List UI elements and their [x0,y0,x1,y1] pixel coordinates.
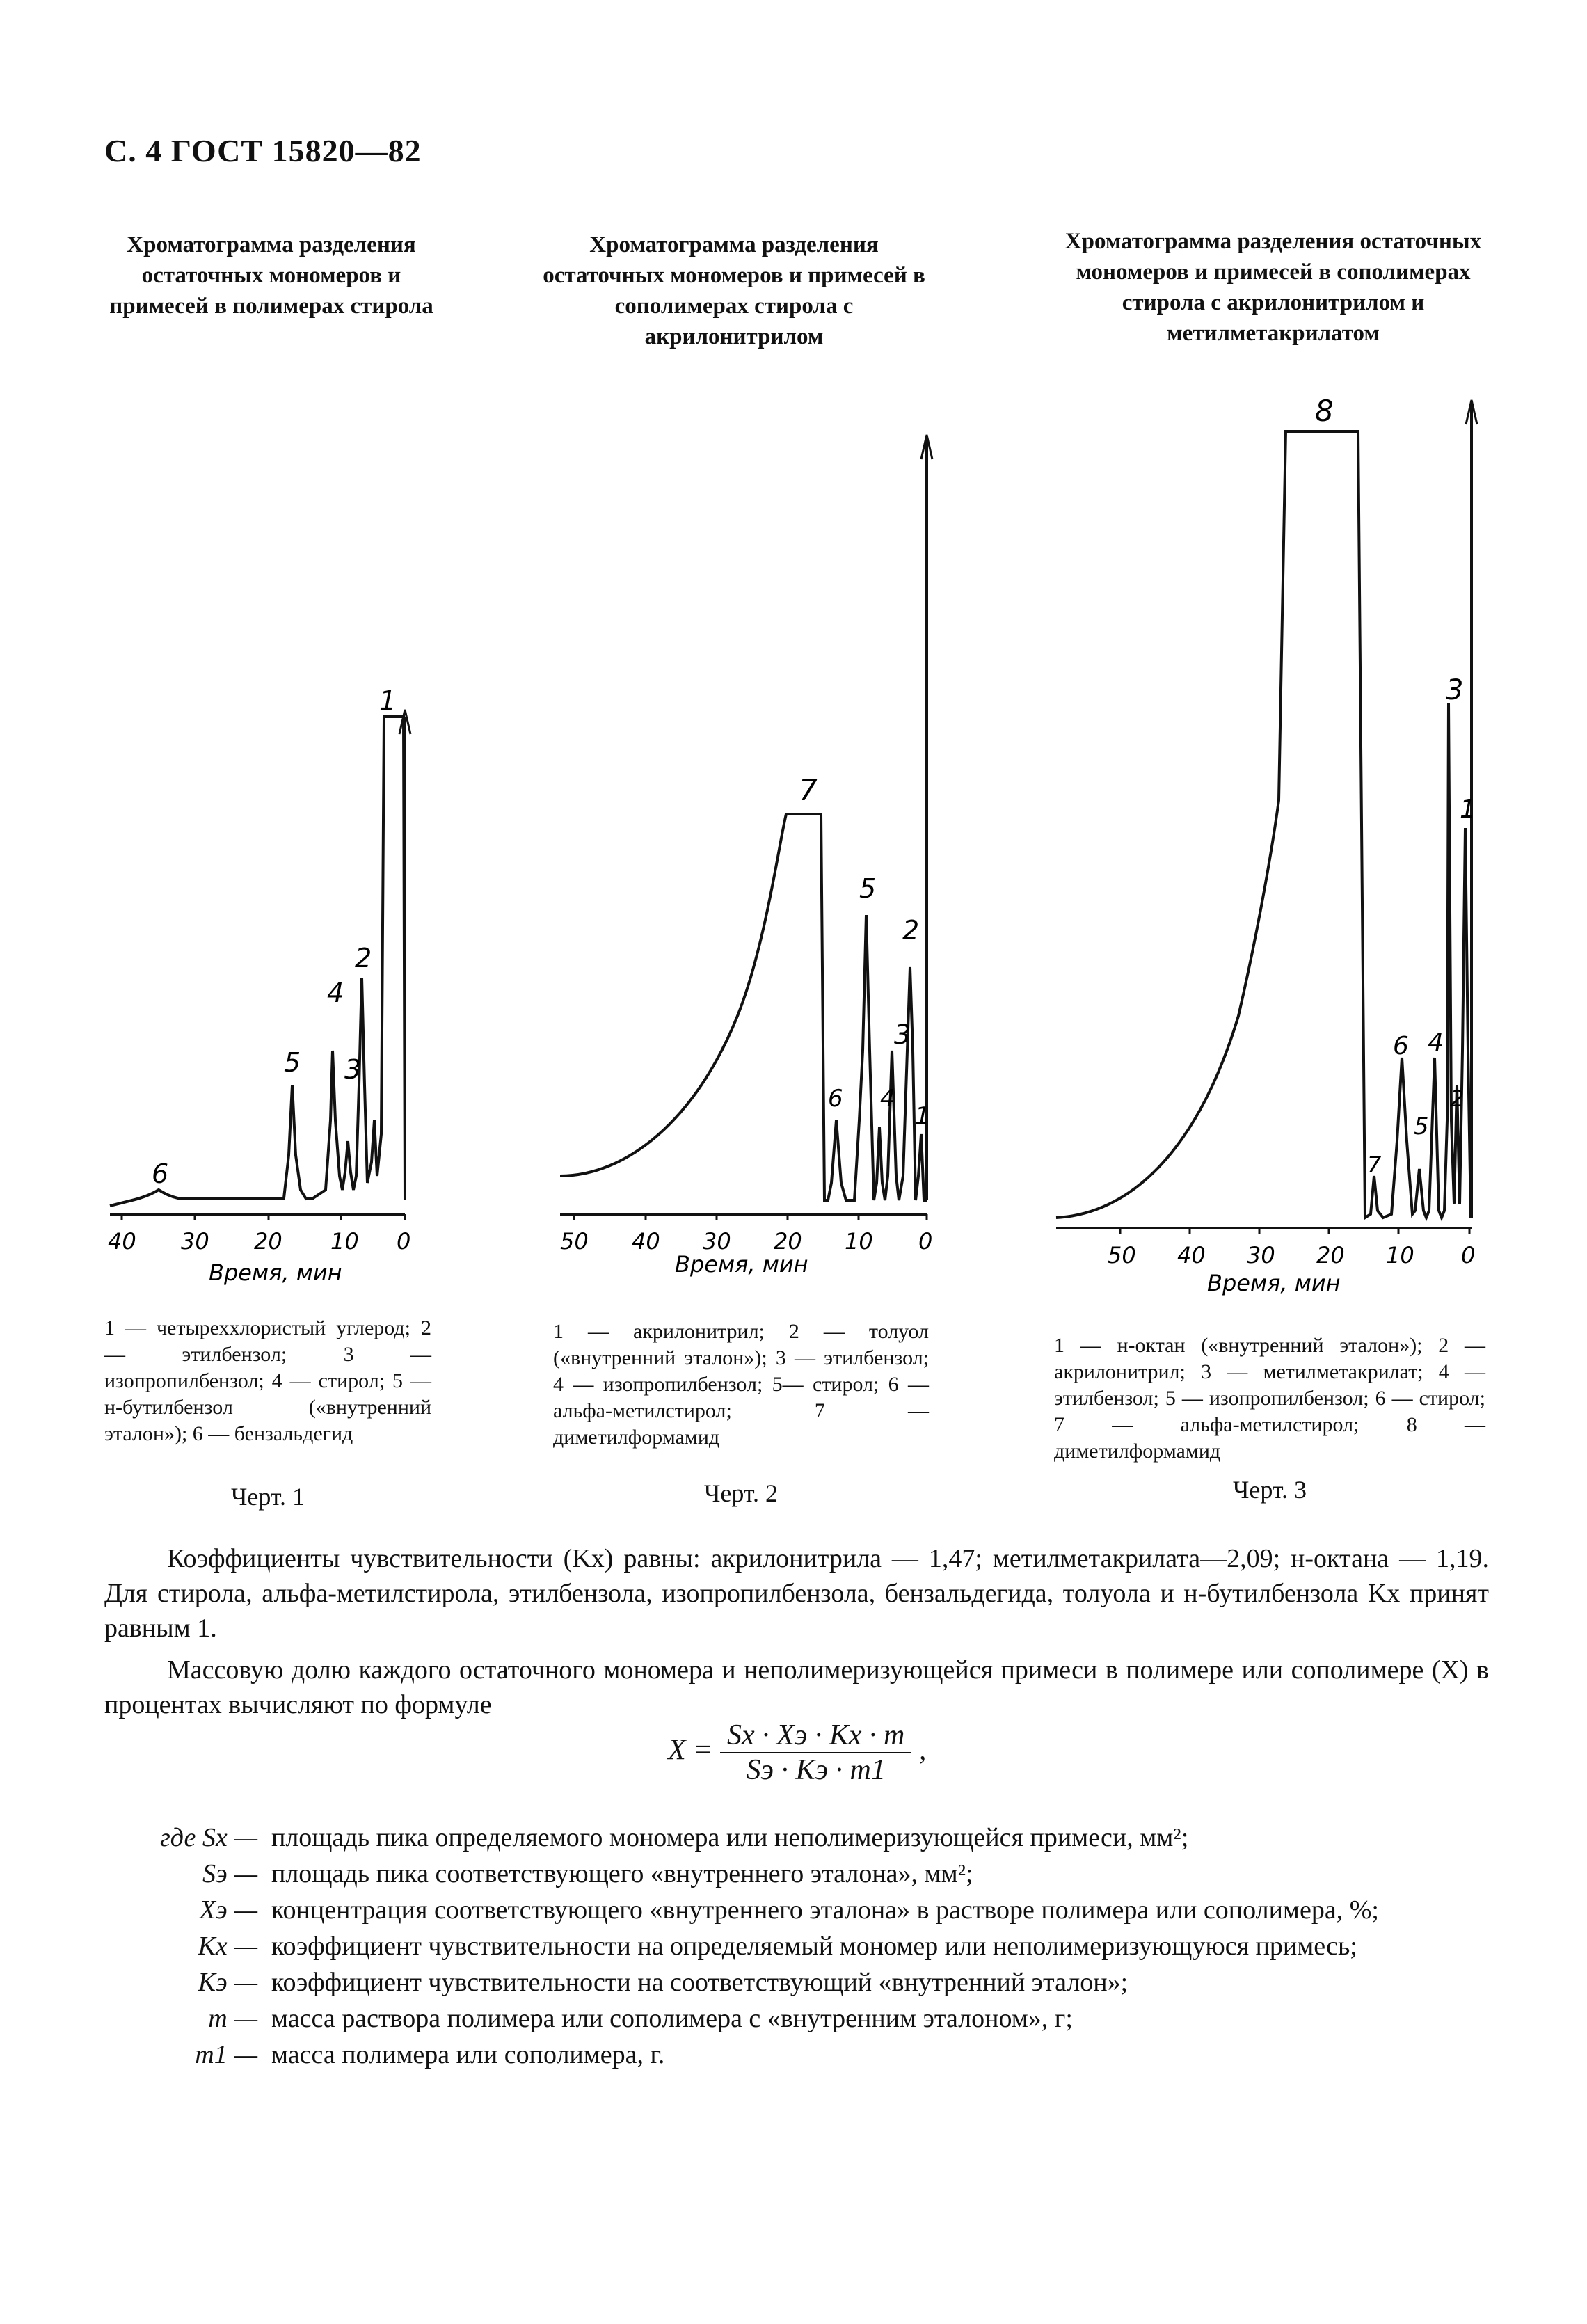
tick-label: 0 [918,1228,933,1255]
tick-label: 20 [254,1228,282,1255]
figure-1-chart [104,355,438,1286]
definition-row [104,1820,1489,1856]
definition-text: коэффициент чувствительности на определяемый мономер или неполимеризующуюся примесь; [271,1932,1357,1961]
peak-label: 4 [1428,1028,1444,1057]
peak-label: 4 [880,1085,895,1113]
peak-label: 8 [1315,394,1334,428]
tick-label: 30 [1247,1242,1275,1268]
peak-label: 1 [379,685,397,716]
definition-row [104,2037,1489,2073]
definition-symbol: Kх — [198,1932,257,1961]
formula-numerator: Sх · Xэ · Kх · m [720,1719,911,1753]
tick-label: 0 [1461,1242,1476,1268]
definition-text: масса полимера или сополимера, г. [271,2040,665,2069]
formula-lhs: X = [668,1734,713,1767]
tick-label: 50 [1108,1242,1136,1268]
figure-2-caption: Черт. 2 [704,1479,778,1507]
figure-2-chart [543,355,933,1278]
peak-label: 5 [284,1047,301,1078]
figure-3-title: Хроматограмма разделения остаточных мономеров и примесей в сополимерах стирола с акрилонитрилом и метилметакрилатом [1064,229,1482,346]
page-header: С. 4 ГОСТ 15820—82 [104,133,422,168]
peak-label: 7 [799,773,818,807]
peak-label: 5 [1414,1113,1429,1140]
definition-symbol: m1 — [195,2040,257,2069]
definitions-list [104,1820,1489,2073]
tick-label: 0 [397,1228,411,1255]
definition-text: масса раствора полимера или сополимера с «внутренним эталоном», г; [271,2004,1073,2033]
peak-label: 6 [152,1159,169,1189]
peak-label: 5 [859,873,877,904]
figure-2-title: Хроматограмма разделения остаточных мономеров и примесей в сополимерах стирола с акрилонитрилом [543,232,925,349]
tick-label: 50 [560,1228,589,1255]
peak-label: 4 [327,978,344,1008]
definition-symbol: Xэ — [199,1895,257,1925]
figure-3-chart [1044,355,1489,1296]
peak-label: 2 [1450,1085,1465,1112]
formula-denominator: Sэ · Kэ · m1 [746,1754,886,1786]
definition-symbol: m — [208,2004,257,2033]
peak-label: 7 [1367,1152,1382,1178]
definition-row [104,2000,1489,2037]
definition-text: концентрация соответствующего «внутреннего эталона» в растворе полимера или сополимера, %; [271,1895,1379,1925]
definition-symbol: Sэ — [202,1859,257,1888]
figure-1-legend: 1 — четыреххлористый углерод; 2 — этилбензол; 3 — изопропилбензол; 4 — стирол; 5 — н-бутилбензол («внутренний эталон»); 6 — бензальдегид [104,1316,431,1445]
figure-3-caption: Черт. 3 [1233,1476,1307,1504]
tick-label: 10 [845,1228,873,1255]
peak-label: 6 [1393,1032,1409,1060]
axis-label: Время, мин [675,1251,808,1278]
definition-symbol: где Sх — [159,1823,257,1852]
peak-label: 2 [355,943,372,973]
definition-symbol: Kэ — [198,1968,257,1997]
tick-label: 40 [1177,1242,1206,1268]
figure-2-legend: 1 — акрилонитрил; 2 — толуол («внутренний эталон»); 3 — этилбензол; 4 — изопропилбензол; 5— стирол; 6 — альфа-метилстирол; 7 — диметилформамид [553,1320,929,1449]
formula-tail: , [918,1734,927,1767]
tick-label: 20 [1316,1242,1345,1268]
tick-label: 10 [1386,1242,1414,1268]
definition-row [104,1892,1489,1928]
tick-label: 40 [632,1228,660,1255]
peak-label: 1 [915,1102,930,1130]
figure-1-caption: Черт. 1 [231,1483,305,1511]
axis-label: Время, мин [209,1259,342,1286]
peak-label: 3 [1446,674,1464,706]
tick-label: 20 [774,1228,802,1255]
axis-label: Время, мин [1207,1270,1341,1296]
definition-row [104,1964,1489,2000]
definition-row [104,1928,1489,1964]
figure-1-title: Хроматограмма разделения остаточных мономеров и примесей в полимерах стирола [109,232,433,319]
definition-text: коэффициент чувствительности на соответствующий «внутренний эталон»; [271,1968,1129,1997]
formula [668,1719,926,1787]
definition-text: площадь пика определяемого мономера или неполимеризующейся примеси, мм²; [271,1823,1189,1852]
tick-label: 40 [108,1228,136,1255]
tick-label: 30 [703,1228,731,1255]
peak-label: 2 [902,915,920,946]
paragraph-formula-intro: Массовую долю каждого остаточного мономера и неполимеризующейся примеси в полимере или сополимере (X) в процентах вычисляют по формуле [104,1655,1489,1719]
peak-label: 6 [828,1085,843,1113]
peak-label: 1 [1460,795,1476,824]
peak-label: 3 [894,1019,911,1050]
definition-text: площадь пика соответствующего «внутреннего эталона», мм²; [271,1859,973,1888]
tick-label: 30 [181,1228,209,1255]
definition-row [104,1856,1489,1892]
peak-label: 3 [344,1054,362,1085]
tick-label: 10 [330,1228,359,1255]
paragraph-coefficients: Коэффициенты чувствительности (Kх) равны: акрилонитрила — 1,47; метилметакрилата—2,09; н-октана — 1,19. Для стирола, альфа-метилстирола, этилбензола, изопропилбензола, бензальдегида, толуола и н-бутилбензола Kх принят равным 1. [104,1544,1489,1643]
formula-fraction [720,1719,911,1787]
figure-3-legend: 1 — н-октан («внутренний эталон»); 2 — акрилонитрил; 3 — метилметакрилат; 4 — этилбензол; 5 — изопропилбензол; 6 — стирол; 7 — альфа-метилстирол; 8 — диметилформамид [1054,1334,1485,1463]
